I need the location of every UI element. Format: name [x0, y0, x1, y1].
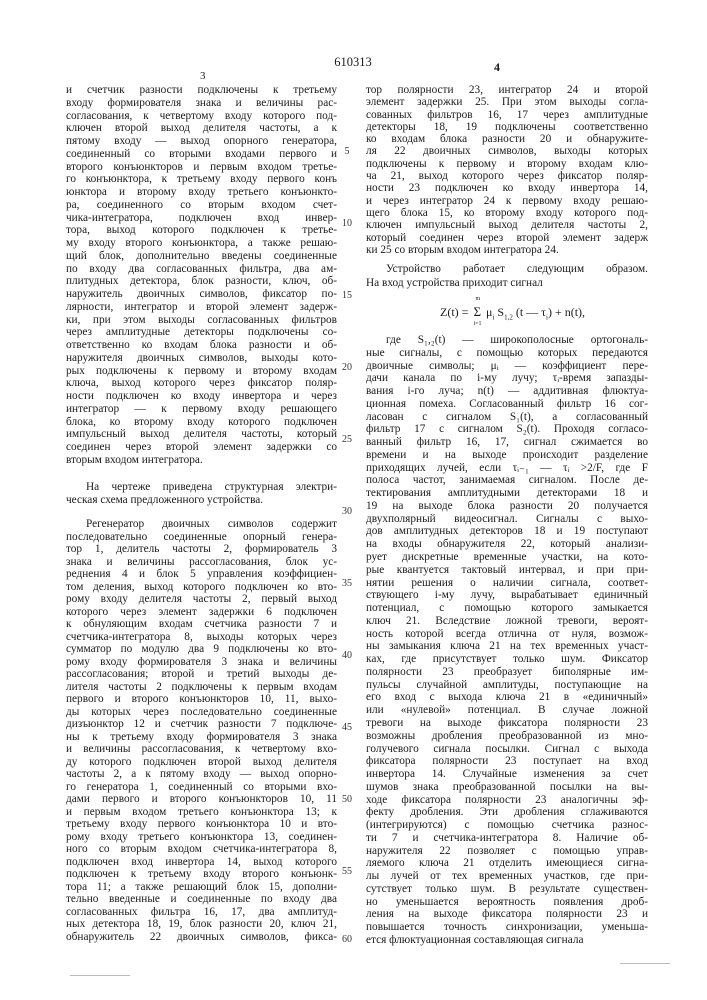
text-line: дизъюнктор 12 и счетчик разности 7 подключе- — [66, 718, 337, 731]
text-line: рому входу формирователя 3 знака и величины — [66, 656, 337, 669]
text-line: вторым входом интегратора. — [66, 454, 337, 467]
line-number: 10 — [336, 218, 358, 229]
text-line: тревоги на выходе фиксатора полярности 23 — [366, 717, 648, 730]
text-line: потенциал, с помощью которого замыкается — [366, 602, 648, 615]
text-line: и величины рассогласования, к четвертому вхо- — [66, 743, 337, 756]
formula-rest: ) + n(t), — [548, 305, 585, 319]
text-line: ча 21, выход которого через фиксатор поляр- — [366, 170, 648, 182]
formula-signal: S — [497, 305, 504, 319]
text-line: рому входу делителя частоты 2, первый выход — [66, 593, 337, 606]
text-line: ления на выходе фиксатора полярности 23 и — [366, 908, 648, 921]
text-line: щий блок, дополнительно введены соединенные — [66, 250, 337, 263]
right-paragraph — [366, 262, 648, 290]
text-line: сумматор по модулю два 9 подключены ко вто- — [66, 643, 337, 656]
right-paragraph — [366, 84, 648, 256]
text-line: по входу два согласованных фильтра, два ам- — [66, 263, 337, 276]
text-line: рые квантуется тактовый интервал, и при при- — [366, 564, 648, 577]
text-line: ки 25 со вторым входом интегратора 24. — [366, 244, 648, 256]
text-line: подключены к первому и второму входам клю- — [366, 158, 648, 170]
text-line: пятому входу — выход опорного генератора, — [66, 135, 337, 148]
text-line: знака и величины рассогласования, блок ус- — [66, 556, 337, 569]
text-line: ключ 21. Вследствие ложной тревоги, вероят- — [366, 615, 648, 628]
line-number: 40 — [336, 650, 358, 661]
text-line: приходящих лучей, если τᵢ₋₁ — τᵢ >2/F, где F — [366, 462, 648, 475]
text-line: 19 на выходе блока разности 20 получается — [366, 500, 648, 513]
text-line: ные сигналы, с помощью которых передаются — [366, 347, 648, 360]
formula-signal-sub: 1,2 — [504, 313, 513, 321]
text-line: ти 7 и счетчика-интегратора 8. Наличие об- — [366, 832, 648, 845]
line-number: 45 — [336, 722, 358, 733]
text-line: рует дискретные временные участки, на кото- — [366, 551, 648, 564]
left-paragraph — [66, 84, 337, 467]
text-line: Регенератор двоичных символов содержит — [66, 518, 337, 531]
line-number: 25 — [336, 434, 358, 445]
text-line: чика-интегратора, подключен вход инвер- — [66, 212, 337, 225]
text-line: шумов знака преобразованной посылки на вы- — [366, 781, 648, 794]
text-line: двоичные символы; μᵢ — коэффициент пере- — [366, 360, 648, 373]
text-line: инвертора 14. Случайные изменения за счет — [366, 768, 648, 781]
text-line: ческая схема предложенного устройства. — [66, 494, 337, 507]
text-line: соединенный со вторыми входами первого и — [66, 148, 337, 161]
right-paragraph — [366, 334, 648, 947]
text-line: ки, при этом выходы согласованных фильтров — [66, 314, 337, 327]
text-line: ных детектора 18, 19, блок разности 20, ключ 21, — [66, 918, 337, 931]
text-line: счетчика-интегратора 8, выходы которых через — [66, 631, 337, 644]
line-number: 55 — [336, 866, 358, 877]
text-line: дами первого и второго конъюнкторов 10, 11 — [66, 793, 337, 806]
text-line: полоса частот, занимаемая сигналом. После де- — [366, 474, 648, 487]
text-line: тельно введенные и соединенные по входу два — [66, 893, 337, 906]
text-line: на входы обнаружителя 22, который анализи- — [366, 538, 648, 551]
text-line: фильтр 17 с сигналом S₂(t). Проходя согласо- — [366, 423, 648, 436]
text-line: к обнуляющим входам счетчика разности 7 и — [66, 618, 337, 631]
text-line: лярности, интегратор и второй элемент задерж- — [66, 301, 337, 314]
text-line: ра, соединенного со вторым входом счет- — [66, 199, 337, 212]
text-line: лителя частоты 2 подключены к первым входам — [66, 681, 337, 694]
patent-number: 610313 — [323, 55, 383, 70]
text-line: ется флюктуационная составляющая сигнала — [366, 934, 648, 947]
line-number: 50 — [336, 794, 358, 805]
text-line: ласован с сигналом S₁(t), а согласованный — [366, 411, 648, 424]
text-line: голучевого сигнала посылки. Сигнал с выхода — [366, 743, 648, 756]
text-line: согласованных фильтра 16, 17, два амплитуд- — [66, 906, 337, 919]
text-line: полярности 23 преобразует биполярные им- — [366, 666, 648, 679]
text-line: дов амплитудных детекторов 18 и 19 поступают — [366, 525, 648, 538]
text-line: тор 1, делитель частоты 2, формирователь 3 — [66, 543, 337, 556]
text-line: фиксатора полярности 23 поступает на вход — [366, 755, 648, 768]
text-line: элемент задержки 25. При этом выходы согла- — [366, 96, 648, 108]
text-line: тектирования амплитудными детекторами 18 и — [366, 487, 648, 500]
text-line: соединен через второй элемент задержки со — [66, 441, 337, 454]
text-line: рассогласования; второй и третий выходы де- — [66, 668, 337, 681]
formula-arg-sub: i — [546, 313, 548, 321]
text-line: которого через элемент задержки 6 подключен — [66, 606, 337, 619]
text-line: повышается точность синхронизации, уменьша- — [366, 921, 648, 934]
text-line: ционная помеха. Согласованный фильтр 16 сог- — [366, 398, 648, 411]
sum-lower-limit: i=1 — [473, 321, 481, 327]
text-line: плитудных детектора, блок разности, ключ, об- — [66, 275, 337, 288]
text-line: вания i-го луча; n(t) — аддитивная флюктуа- — [366, 385, 648, 398]
text-line: фекту дробления. Эти дробления сглаживаются — [366, 806, 648, 819]
line-number: 20 — [336, 362, 358, 373]
text-line: через амплитудные детекторы подключены со- — [66, 326, 337, 339]
text-line: му входу второго конъюнктора, а также решаю- — [66, 237, 337, 250]
text-line: Устройство работает следующим образом. — [366, 262, 648, 276]
text-line: интегратор — к первому входу решающего — [66, 403, 337, 416]
text-line: тора 11; а также решающий блок 15, дополни- — [66, 881, 337, 894]
text-line: лы лучей от тех временных участков, где при- — [366, 870, 648, 883]
text-line: его вход с выхода ключа 21 в «единичный» — [366, 691, 648, 704]
text-line: реднения 4 и блок 5 управления коэффициен- — [66, 568, 337, 581]
text-line: наружителя двоичных символов, выходы кото- — [66, 352, 337, 365]
text-line: последовательно соединенные опорный генера- — [66, 531, 337, 544]
text-line: ны замыкания ключа 21 на тех временных участ- — [366, 640, 648, 653]
formula-coef-sub: i — [492, 313, 494, 321]
text-line: третьему входу первого конъюнктора 10 и вто- — [66, 818, 337, 831]
text-line: ного со вторым входом счетчика-интегратора 8, — [66, 843, 337, 856]
line-number: 60 — [336, 934, 358, 945]
column-number-right: 4 — [494, 60, 500, 75]
text-line: го генератора 1, соединенный со вторыми вхо- — [66, 781, 337, 794]
text-line: тора, выход которого подключен к третье- — [66, 224, 337, 237]
text-line: двухполярный видеосигнал. Сигналы с выхо- — [366, 513, 648, 526]
text-line: подключен вход инвертора 14, выход которого — [66, 856, 337, 869]
text-line: юнктора и второму входу третьего конъюнкто- — [66, 186, 337, 199]
text-line: ходе фиксатора полярности 23 аналогичны эф- — [366, 794, 648, 807]
text-line: нятии решения о наличии сигнала, соответ- — [366, 577, 648, 590]
text-line: ключен импульсный выход делителя частоты 2, — [366, 219, 648, 231]
text-line: ках, где присутствует только шум. Фиксатор — [366, 653, 648, 666]
formula-lhs: Z(t) = — [440, 305, 468, 319]
text-line: первого и второго конъюнкторов 10, 11, выхо- — [66, 693, 337, 706]
text-line: возможны дробления преобразованной из мно- — [366, 730, 648, 743]
text-line: том деления, выход которого подключен ко вто- — [66, 581, 337, 594]
text-line: детекторы 18, 19 подключены соответственно — [366, 121, 648, 133]
left-paragraph — [66, 481, 337, 507]
text-line: или «нулевой» потенциал. В случае ложной — [366, 704, 648, 717]
text-line: ванный фильтр 16, 17, сигнал сжимается во — [366, 436, 648, 449]
text-line: второго конъюнкторов и первым входом третье- — [66, 161, 337, 174]
text-line: ко входам блока разности 20 и обнаружите- — [366, 133, 648, 145]
left-paragraph — [66, 518, 337, 943]
text-line: согласования, к четвертому входу которого под- — [66, 110, 337, 123]
sum-upper-limit: m — [475, 296, 480, 302]
text-line: но уменьшается вероятность появления дроб- — [366, 896, 648, 909]
text-line: блока, ко второму входу которого подключен — [66, 416, 337, 429]
scan-smudge — [620, 963, 670, 964]
text-line: подключен к третьему входу второго конъюнк- — [66, 868, 337, 881]
text-line: На чертеже приведена структурная электри- — [66, 481, 337, 494]
text-line: сутствует только шум. В результате существен- — [366, 883, 648, 896]
formula-arg: (t — τ — [516, 305, 546, 319]
column-number-left: 3 — [200, 70, 206, 82]
text-line: ляемого ключа 21 отделить имеющиеся сигна- — [366, 857, 648, 870]
text-line: рых подключены к первому и второму входам — [66, 365, 337, 378]
text-line: частоты 2, а к пятому входу — выход опорно- — [66, 768, 337, 781]
text-line: рому входу третьего конъюнктора 13, соединен- — [66, 831, 337, 844]
text-line: наружитель двоичных символов, фиксатор по- — [66, 288, 337, 301]
text-line: го конъюнктора, к третьему входу первого конъ — [66, 173, 337, 186]
text-line: дачи канала по i-му лучу; τᵢ-время запазды- — [366, 372, 648, 385]
text-line: и счетчик разности подключены к третьему — [66, 84, 337, 97]
line-number: 15 — [336, 290, 358, 301]
text-line: ответственно ко входам блока разности и об- — [66, 339, 337, 352]
line-number: 35 — [336, 578, 358, 589]
text-line: импульсный выход делителя частоты, который — [66, 428, 337, 441]
text-line: (интегрируются) с помощью счетчика разнос- — [366, 819, 648, 832]
text-line: где S₁,₂(t) — широкополосные ортогональ- — [366, 334, 648, 347]
text-line: тор полярности 23, интегратор 24 и второй — [366, 84, 648, 96]
text-line: На вход устройства приходит сигнал — [366, 276, 648, 290]
text-line: ность которой всегда отлична от нуля, возмож- — [366, 628, 648, 641]
text-line: и первым входом третьего конъюнктора 13; к — [66, 806, 337, 819]
text-line: который соединен через второй элемент задерж — [366, 232, 648, 244]
text-line: ды которых через последовательно соединенные — [66, 706, 337, 719]
scan-smudge — [70, 975, 130, 976]
line-number: 5 — [336, 146, 358, 157]
line-number: 30 — [336, 506, 358, 517]
text-line: ля 22 двоичных символов, выходы которых — [366, 145, 648, 157]
text-line: наружителя 22 позволяет с помощью управ- — [366, 845, 648, 858]
text-line: ны к третьему входу формирователя 3 знака — [66, 731, 337, 744]
text-line: пульсы случайной амплитуды, поступающие на — [366, 679, 648, 692]
text-line: ности подключен ко входу инвертора и через — [66, 390, 337, 403]
text-line: и через интегратор 24 к первому входу решаю- — [366, 195, 648, 207]
text-line: ности 23 подключен ко входу инвертора 14, — [366, 182, 648, 194]
signal-formula — [440, 304, 585, 321]
formula-coef: μ — [486, 305, 492, 319]
text-line: обнаружитель 22 двоичных символов, фикса- — [66, 931, 337, 944]
text-line: входу формирователя знака и величины рас- — [66, 97, 337, 110]
text-line: сованных фильтров 16, 17 через амплитудные — [366, 109, 648, 121]
text-line: ключа, выход которого через фиксатор поляр- — [66, 377, 337, 390]
text-line: щего блока 15, ко второму входу которого под- — [366, 207, 648, 219]
summation-sign: Σ m i=1 — [473, 304, 481, 320]
text-line: времени и на выходе происходит разделение — [366, 449, 648, 462]
text-line: ключен второй выход делителя частоты, а к — [66, 122, 337, 135]
text-line: ствующего i-му лучу, вырабатывает единичный — [366, 589, 648, 602]
text-line: ду которого подключен второй выход делителя — [66, 756, 337, 769]
